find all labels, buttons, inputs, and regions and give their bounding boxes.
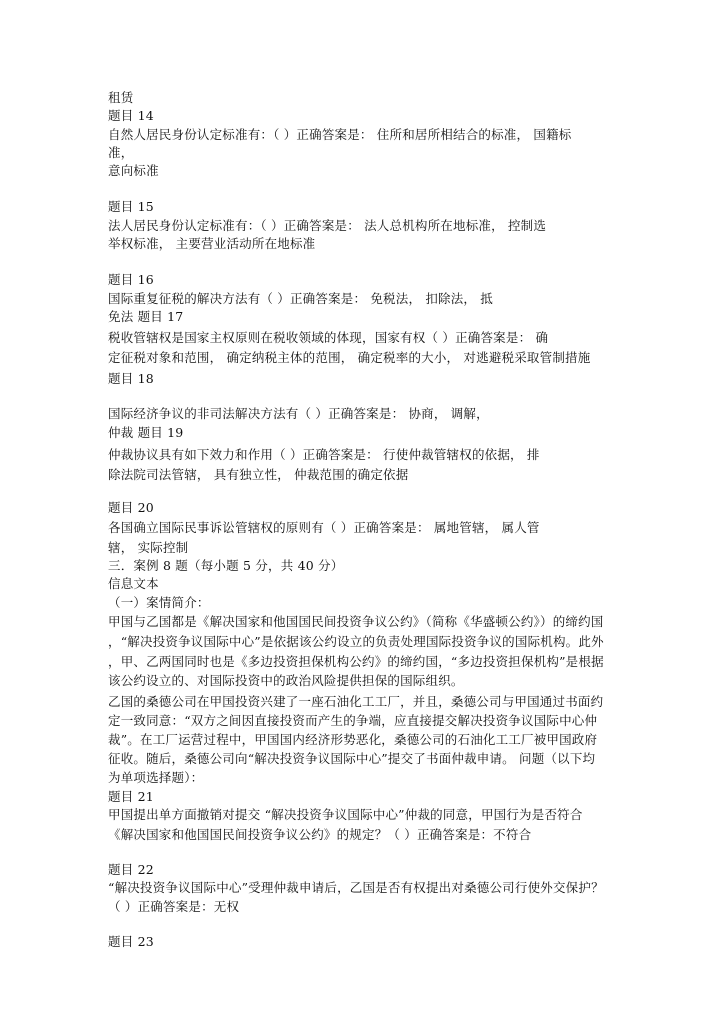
text-line: 甲国提出单方面撤销对提交 “解决投资争议国际中心”仲裁的同意，甲国行为是否符合 (108, 807, 583, 822)
text-line: （ ）正确答案是：无权 (108, 899, 240, 914)
text-line: 仲裁协议具有如下效力和作用（ ）正确答案是： 行使仲裁管辖权的依据， 排 (108, 447, 540, 462)
text-line: “解决投资争议国际中心”受理仲裁申请后，乙国是否有权提出对桑德公司行使外交保护？ (108, 880, 604, 895)
text-line: 自然人居民身份认定标准有：（ ）正确答案是： 住所和居所相结合的标准， 国籍标 (108, 127, 572, 142)
text-line: 仲裁 题目 19 (108, 425, 184, 440)
text-line: 免法 题目 17 (108, 309, 184, 324)
question-heading: 题目 16 (108, 272, 154, 287)
question-heading: 题目 21 (108, 789, 154, 804)
text-line: 裁”。在工厂运营过程中，甲国国内经济形势恶化，桑德公司的石油化工工厂被甲国政府 (108, 732, 598, 747)
text-line: 租赁 (108, 90, 134, 105)
text-line: ，甲、乙两国同时也是《多边投资担保机构公约》的缔约国，“多边投资担保机构”是根据 (108, 654, 604, 669)
question-heading: 题目 22 (108, 862, 154, 877)
text-line: 税收管辖权是国家主权原则在税收领域的体现，国家有权（ ）正确答案是： 确 (108, 330, 549, 345)
text-line: 各国确立国际民事诉讼管辖权的原则有（ ）正确答案是： 属地管辖， 属人管 (108, 520, 540, 535)
question-heading: 题目 18 (108, 371, 154, 386)
text-line: ，“解决投资争议国际中心”是依据该公约设立的负责处理国际投资争议的国际机构。此外 (108, 634, 604, 649)
text-line: 国际重复征税的解决方法有（ ）正确答案是： 免税法， 扣除法， 抵 (108, 291, 493, 306)
text-line: 乙国的桑德公司在甲国投资兴建了一座石油化工工厂，并且，桑德公司与甲国通过书面约 (108, 694, 604, 709)
section-heading: 三．案例 8 题（每小题 5 分，共 40 分） (108, 558, 344, 573)
text-line: 法人居民身份认定标准有：（ ）正确答案是： 法人总机构所在地标准， 控制选 (108, 218, 547, 233)
text-line: （一）案情简介： (108, 595, 210, 610)
text-line: 《解决国家和他国国民间投资争议公约》的规定？（ ）正确答案是：不符合 (108, 827, 532, 842)
text-line: 举权标准， 主要营业活动所在地标准 (108, 236, 316, 251)
text-line: 该公约设立的、对国际投资中的政治风险提供担保的国际组织。 (108, 673, 464, 688)
text-line: 为单项选择题）： (108, 770, 204, 785)
question-heading: 题目 20 (108, 500, 154, 515)
text-line: 定一致同意：“双方之间因直接投资而产生的争端，应直接提交解决投资争议国际中心仲 (108, 713, 598, 728)
question-heading: 题目 15 (108, 199, 154, 214)
text-line: 甲国与乙国都是《解决国家和他国国民间投资争议公约》（简称《华盛顿公约》）的缔约国 (108, 614, 604, 629)
text-line: 国际经济争议的非司法解决方法有（ ）正确答案是： 协商， 调解， (108, 406, 489, 421)
question-heading: 题目 23 (108, 934, 154, 949)
text-line: 信息文本 (108, 576, 159, 591)
text-line: 定征税对象和范围， 确定纳税主体的范围， 确定税率的大小， 对逃避税采取管制措施 (108, 350, 591, 365)
text-line: 意向标准 (108, 163, 159, 178)
text-line: 准， (108, 145, 134, 160)
text-line: 征收。随后，桑德公司向“解决投资争议国际中心”提交了书面仲裁申请。 问题（以下均 (108, 751, 596, 766)
text-line: 辖， 实际控制 (108, 540, 189, 555)
text-line: 除法院司法管辖， 具有独立性， 仲裁范围的确定依据 (108, 467, 409, 482)
question-heading: 题目 14 (108, 108, 154, 123)
